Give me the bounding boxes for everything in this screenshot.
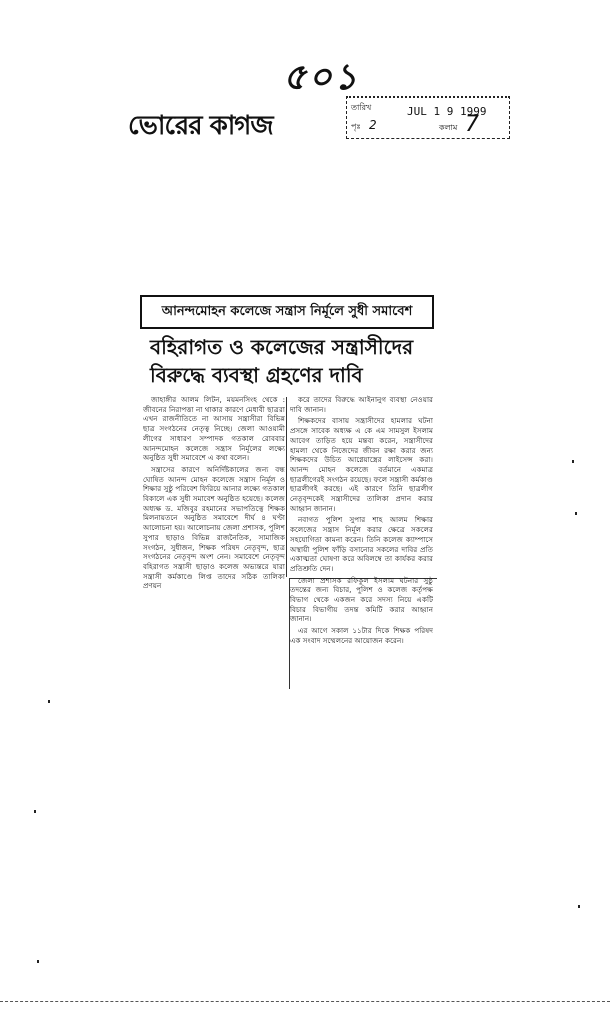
article-paragraph: করে তাদের বিরুদ্ধে আইনানুগ ব্যবস্থা নেওয়ার দাবি জানান। bbox=[290, 395, 433, 414]
scan-speck bbox=[578, 905, 580, 908]
headline-line-2: বিরুদ্ধে ব্যবস্থা গ্রহণের দাবি bbox=[150, 363, 363, 387]
scan-speck bbox=[34, 810, 36, 813]
article-paragraph: নবাগত পুলিশ সুপার শাহ আলম শিক্ষার কলেজের সন্ত্রাস নির্মূল করার ক্ষেত্রে সকলের সহযোগিতা কামনা করেন। তিনি কলেজ ক্যাম্পাসে অস্থায়ী পুলিশ ফাঁড়ি বসানোর সকলের দাবির প্রতি একাত্মতা ঘোষণা করে অবিলম্বে তা কার্যকর করার প্রতিশ্রুতি দেন। bbox=[290, 515, 433, 573]
stamp-page-value: 2 bbox=[369, 118, 377, 132]
column-divider bbox=[286, 397, 287, 577]
article-paragraph: সন্ত্রাসের কারণে অনির্দিষ্টকালের জন্য বন্ধ ঘোষিত আনন্দ মোহন কলেজে সন্ত্রাস নির্মূল ও শিক্ষার সুষ্ঠু পরিবেশ ফিরিয়ে আনার লক্ষ্যে গতকাল বিকালে এক সুধী সমাবেশ অনুষ্ঠিত হয়েছে। কলেজ অধ্যক্ষ ড. মজিবুর রহমানের সভাপতিত্বে শিক্ষক মিলনায়তনে অনুষ্ঠিত সমাবেশে দীর্ঘ ৪ ঘণ্টা আলোচনা হয়। আলোচনায় জেলা প্রশাসক, পুলিশ সুপার ছাড়াও বিভিন্ন রাজনৈতিক, সামাজিক সংগঠন, সুধীজন, শিক্ষক পরিষদ নেতৃবৃন্দ, ছাত্র সংগঠনের নেতৃবৃন্দ অংশ নেন। সমাবেশে নেতৃবৃন্দ বহিরাগত সন্ত্রাসী ছাড়াও কলেজ অভ্যন্তরে যারা সন্ত্রাসী কর্মকাণ্ডে লিপ্ত তাদের সঠিক তালিকা প্রণয়ন bbox=[143, 464, 285, 591]
article-kicker: আনন্দমোহন কলেজে সন্ত্রাস নির্মূলে সুধী সমাবেশ bbox=[140, 295, 434, 329]
stamp-column-label: কলাম bbox=[439, 123, 458, 132]
article-column-left bbox=[143, 395, 285, 673]
news-clipping bbox=[140, 293, 436, 693]
article-column-right bbox=[290, 395, 433, 673]
article-paragraph: শিক্ষকদের বাসায় সন্ত্রাসীদের হামলার ঘটনা প্রসঙ্গে সাবেক অধ্যক্ষ এ কে এম সামসুল ইসলাম আবেগ তাড়িত হয়ে মন্তব্য করেন, সন্ত্রাসীদের হামলা থেকে নিজেদের জীবন রক্ষা করার জন্য শিক্ষকদের উচিত আগ্নেয়াস্ত্রের লাইসেন্স করা। আনন্দ মোহন কলেজে বর্তমানে একমাত্র ছাত্রলীগেরই সংগঠন রয়েছে। ফলে সন্ত্রাসী কর্মকাণ্ড ছাত্রলীগই করছে। এই কারণে তিনি ছাত্রলীগ নেতৃবৃন্দকেই সন্ত্রাসীদের তালিকা প্রদান করার আহ্বান জানান। bbox=[290, 416, 433, 513]
article-paragraph: জেলা প্রশাসক রফিকুল ইসলাম ঘটনার সুষ্ঠু তদন্তের জন্য বিচার, পুলিশ ও কলেজ কর্তৃপক্ষ বিভাগ থেকে একজন করে সদস্য নিয়ে একটি বিচার বিভাগীয় তদন্ত কমিটি করার আহ্বান জানান। bbox=[290, 575, 433, 624]
archive-page-number: ৫০১ bbox=[283, 56, 360, 98]
stamp-page-label: পৃঃ bbox=[351, 122, 361, 131]
scan-bottom-edge bbox=[0, 1001, 610, 1004]
stamp-date: JUL 1 9 1999 bbox=[407, 105, 487, 118]
scan-speck bbox=[572, 460, 574, 463]
headline-line-1: বহিরাগত ও কলেজের সন্ত্রাসীদের bbox=[150, 335, 414, 359]
stamp-date-label: তারিখ bbox=[351, 103, 372, 112]
scan-speck bbox=[48, 700, 50, 703]
article-headline bbox=[150, 333, 434, 389]
article-paragraph: জাহাঙ্গীর আলম লিটন, ময়মনসিংহ থেকে : জীবনের নিরাপত্তা না থাকার কারণে মেধাবী ছাত্ররা এখন রাজনীতিতে না আসায় সন্ত্রাসীরা বিভিন্ন ছাত্র সংগঠনের নেতৃত্ব নিচ্ছে। জেলা আওয়ামী লীগের সাধারণ সম্পাদক গতকাল রোববার আনন্দমোহন কলেজে সন্ত্রাস নির্মূলের লক্ষ্যে অনুষ্ঠিত সুধী সমাবেশে এ কথা বলেন। bbox=[143, 395, 285, 463]
article-paragraph: এর আগে সকাল ১১টার দিকে শিক্ষক পরিষদ এক সংবাদ সম্মেলনের আয়োজন করেন। bbox=[290, 626, 433, 645]
scan-speck bbox=[37, 960, 39, 963]
scan-speck bbox=[575, 512, 577, 515]
newspaper-masthead: ভোরের কাগজ bbox=[128, 111, 273, 141]
archive-date-stamp bbox=[346, 96, 510, 139]
stamp-column-value: 7 bbox=[465, 112, 479, 137]
